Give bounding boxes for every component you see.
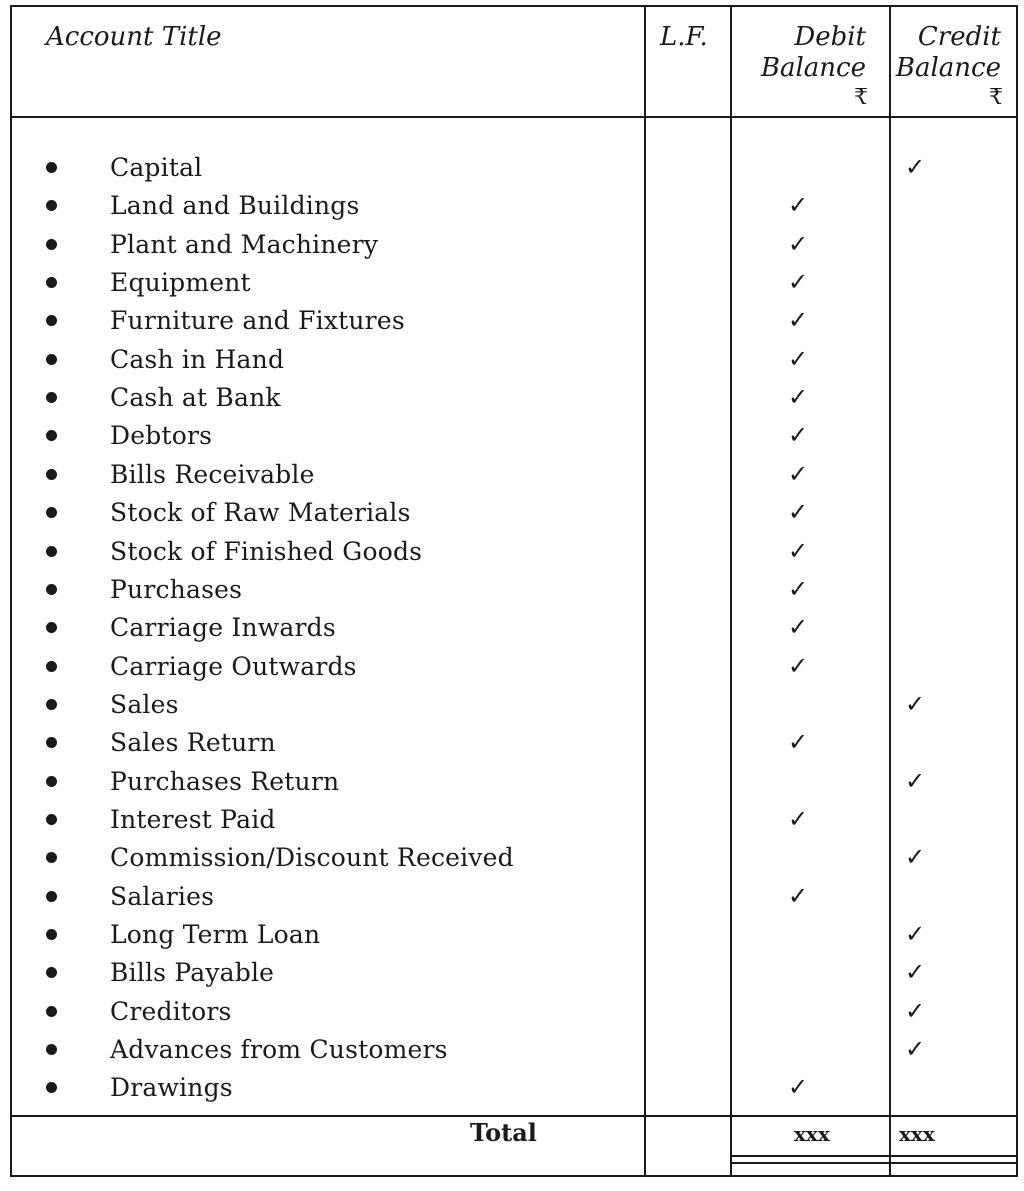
credit-check-icon: ✓	[905, 689, 926, 718]
header-divider	[10, 116, 1018, 118]
account-title: Sales Return	[110, 728, 276, 758]
account-title: Bills Payable	[110, 958, 275, 988]
account-title: Cash at Bank	[110, 383, 281, 413]
account-row	[0, 534, 1024, 572]
account-row	[0, 418, 1024, 456]
bullet-icon	[46, 929, 57, 940]
credit-total-double-rule-1	[891, 1155, 1016, 1157]
account-row	[0, 802, 1024, 840]
header-credit-line2: Balance	[895, 53, 1001, 83]
account-title: Sales	[110, 689, 179, 719]
credit-check-icon: ✓	[905, 1035, 926, 1064]
bullet-icon	[46, 546, 57, 557]
bullet-icon	[46, 469, 57, 480]
account-row	[0, 879, 1024, 917]
bullet-icon	[46, 622, 57, 633]
debit-check-icon: ✓	[788, 306, 809, 335]
account-row	[0, 725, 1024, 763]
credit-check-icon: ✓	[905, 843, 926, 872]
credit-check-icon: ✓	[905, 920, 926, 948]
account-row	[0, 610, 1024, 648]
header-lf: L.F.	[660, 22, 708, 52]
bullet-icon	[46, 661, 57, 672]
bullet-icon	[46, 891, 57, 902]
account-row	[0, 150, 1024, 188]
bullet-icon	[46, 354, 57, 365]
account-title: Cash in Hand	[110, 344, 285, 374]
account-title: Carriage Outwards	[110, 651, 357, 681]
account-row	[0, 457, 1024, 495]
bullet-icon	[46, 584, 57, 595]
account-title: Drawings	[110, 1073, 233, 1103]
debit-check-icon: ✓	[788, 574, 809, 603]
credit-check-icon: ✓	[905, 958, 926, 987]
account-row	[0, 764, 1024, 802]
credit-total-double-rule-2	[891, 1162, 1016, 1164]
debit-check-icon: ✓	[788, 1073, 809, 1102]
debit-total-double-rule-1	[732, 1155, 889, 1157]
debit-check-icon: ✓	[788, 498, 809, 527]
credit-check-icon: ✓	[905, 153, 926, 181]
total-divider	[10, 1115, 1018, 1117]
header-account-title: Account Title	[46, 22, 222, 52]
debit-check-icon: ✓	[788, 536, 809, 565]
account-row	[0, 649, 1024, 687]
debit-check-icon: ✓	[788, 804, 809, 833]
bullet-icon	[46, 239, 57, 250]
header-debit-line1: Debit	[794, 22, 866, 52]
account-row	[0, 495, 1024, 533]
total-debit-value: xxx	[794, 1122, 830, 1146]
account-row	[0, 994, 1024, 1032]
debit-check-icon: ✓	[788, 881, 809, 910]
debit-check-icon: ✓	[788, 268, 809, 297]
debit-check-icon: ✓	[788, 651, 809, 680]
bullet-icon	[46, 699, 57, 710]
credit-check-icon: ✓	[905, 766, 926, 795]
header-credit-currency: ₹	[989, 85, 1003, 110]
debit-check-icon: ✓	[788, 229, 809, 258]
account-title: Interest Paid	[110, 804, 276, 834]
bullet-icon	[46, 1006, 57, 1017]
bullet-icon	[46, 392, 57, 403]
account-title: Advances from Customers	[110, 1035, 448, 1065]
bullet-icon	[46, 277, 57, 288]
account-title: Land and Buildings	[110, 191, 360, 221]
account-row	[0, 917, 1024, 955]
debit-check-icon: ✓	[788, 191, 809, 220]
account-row	[0, 687, 1024, 725]
bullet-icon	[46, 967, 57, 978]
bullet-icon	[46, 162, 57, 173]
bullet-icon	[46, 507, 57, 518]
debit-check-icon: ✓	[788, 344, 809, 373]
debit-check-icon: ✓	[788, 421, 809, 450]
debit-total-double-rule-2	[732, 1162, 889, 1164]
account-title: Furniture and Fixtures	[110, 306, 405, 336]
debit-check-icon: ✓	[788, 728, 809, 757]
account-row	[0, 1032, 1024, 1070]
account-row	[0, 227, 1024, 265]
bullet-icon	[46, 776, 57, 787]
account-title: Carriage Inwards	[110, 613, 336, 643]
bullet-icon	[46, 1082, 57, 1093]
account-title: Commission/Discount Received	[110, 843, 514, 873]
bullet-icon	[46, 200, 57, 211]
account-title: Debtors	[110, 421, 213, 451]
header-debit-currency: ₹	[854, 85, 868, 110]
account-title: Creditors	[110, 996, 232, 1026]
header-credit-line1: Credit	[917, 22, 1001, 52]
debit-check-icon: ✓	[788, 383, 809, 412]
account-row	[0, 380, 1024, 418]
bullet-icon	[46, 315, 57, 326]
total-credit-value: xxx	[899, 1122, 935, 1146]
account-title: Bills Receivable	[110, 459, 315, 489]
bullet-icon	[46, 814, 57, 825]
account-row	[0, 265, 1024, 303]
bullet-icon	[46, 430, 57, 441]
account-row	[0, 955, 1024, 993]
bullet-icon	[46, 852, 57, 863]
account-row	[0, 188, 1024, 226]
account-title: Stock of Raw Materials	[110, 498, 411, 528]
account-row	[0, 1070, 1024, 1108]
account-title: Purchases	[110, 574, 243, 604]
account-row	[0, 840, 1024, 878]
account-title: Long Term Loan	[110, 920, 321, 949]
account-title: Salaries	[110, 881, 215, 911]
account-title: Capital	[110, 153, 203, 182]
account-title: Equipment	[110, 268, 251, 298]
account-title: Purchases Return	[110, 766, 340, 796]
account-row	[0, 303, 1024, 341]
bullet-icon	[46, 1044, 57, 1055]
account-row	[0, 572, 1024, 610]
account-title: Stock of Finished Goods	[110, 536, 423, 566]
account-row	[0, 342, 1024, 380]
total-label: Total	[470, 1118, 537, 1147]
bullet-icon	[46, 737, 57, 748]
debit-check-icon: ✓	[788, 459, 809, 488]
header-debit-line2: Balance	[760, 53, 866, 83]
credit-check-icon: ✓	[905, 996, 926, 1025]
account-title: Plant and Machinery	[110, 229, 379, 259]
debit-check-icon: ✓	[788, 613, 809, 642]
